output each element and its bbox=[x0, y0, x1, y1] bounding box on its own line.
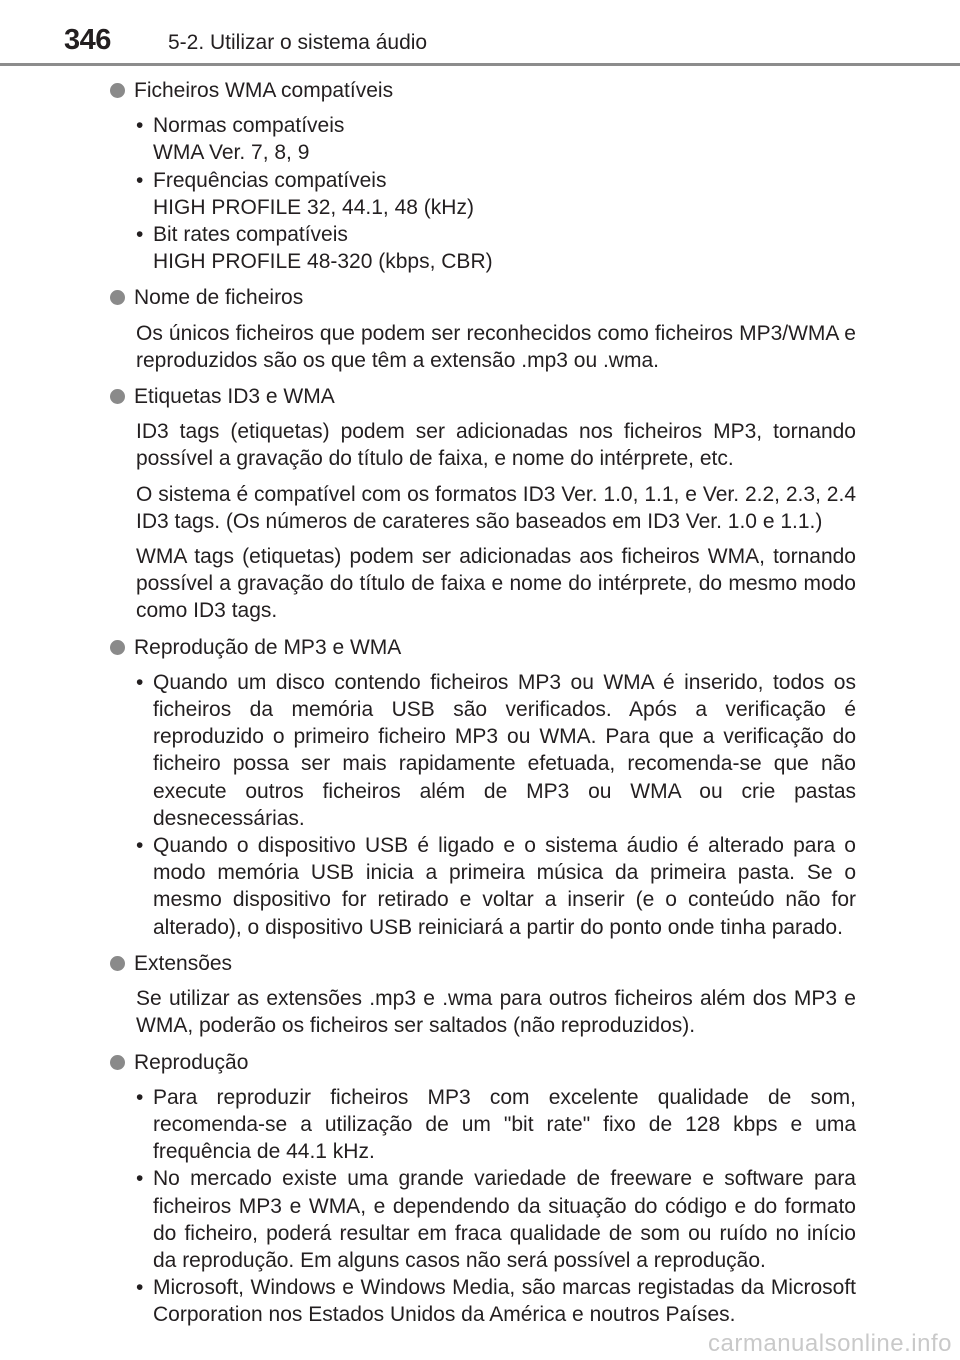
bullet-icon: • bbox=[136, 1276, 144, 1300]
page-content bbox=[110, 77, 856, 1337]
section-heading-wma bbox=[110, 77, 856, 104]
section-heading-reproduction bbox=[110, 1049, 856, 1076]
bullet-dot-icon bbox=[110, 1055, 125, 1070]
paragraph: O sistema é compatível com os formatos ID3 Ver. 1.0, 1.1, e Ver. 2.2, 2.3, 2.4 ID3 tags. (Os números de carateres são baseados em ID3 Ver. 1.0 e 1.1.) bbox=[136, 482, 856, 533]
list-item bbox=[136, 112, 856, 166]
heading-text: Extensões bbox=[134, 951, 233, 975]
heading-text: Ficheiros WMA compatíveis bbox=[134, 79, 394, 102]
heading-text: Nome de ficheiros bbox=[134, 286, 304, 310]
section-heading-playback bbox=[110, 634, 856, 661]
bullet-icon: • bbox=[136, 670, 144, 694]
spec-value: HIGH PROFILE 48-320 (kbps, CBR) bbox=[153, 250, 493, 274]
spec-title: Frequências compatíveis bbox=[153, 168, 387, 192]
section-title: 5-2. Utilizar o sistema áudio bbox=[168, 31, 428, 54]
list-item-text: No mercado existe uma grande variedade de freeware e software para ficheiros MP3 e WMA, e dependendo da situação do código e do formato do ficheiro, poderá resultar em fraca qualidade de som ou ruído no início da reprodução. Em alguns casos não será possível a reprodução. bbox=[153, 1167, 856, 1272]
paragraph: ID3 tags (etiquetas) podem ser adicionadas nos ficheiros MP3, tornando possível a gravação do título de faixa, e nome do intérprete, etc. bbox=[136, 420, 856, 471]
page-header bbox=[0, 0, 960, 70]
bullet-icon: • bbox=[136, 1085, 144, 1109]
playback-list bbox=[136, 669, 856, 941]
bullet-icon: • bbox=[136, 834, 144, 858]
spec-title: Normas compatíveis bbox=[153, 114, 345, 138]
list-item-text: Para reproduzir ficheiros MP3 com excelente qualidade de som, recomenda-se a utilização de um "bit rate" fixo de 128 kbps e uma frequência de 44.1 kHz. bbox=[153, 1085, 856, 1164]
paragraph: Os únicos ficheiros que podem ser reconhecidos como ficheiros MP3/WMA e reproduzidos são os que têm a extensão .mp3 ou .wma. bbox=[136, 321, 856, 372]
spec-title: Bit rates compatíveis bbox=[153, 223, 348, 247]
bullet-icon: • bbox=[136, 114, 144, 138]
bullet-icon: • bbox=[136, 1167, 144, 1191]
list-item bbox=[136, 221, 856, 275]
bullet-dot-icon bbox=[110, 83, 125, 98]
list-item bbox=[136, 1274, 856, 1328]
reproduction-list bbox=[136, 1084, 856, 1329]
header-divider bbox=[0, 63, 960, 66]
watermark: carmanualsonline.info bbox=[708, 1330, 952, 1357]
list-item bbox=[136, 1165, 856, 1274]
spec-value: WMA Ver. 7, 8, 9 bbox=[153, 141, 310, 165]
heading-text: Etiquetas ID3 e WMA bbox=[134, 385, 335, 409]
paragraph: WMA tags (etiquetas) podem ser adicionadas aos ficheiros WMA, tornando possível a gravação do título de faixa e nome do intérprete, do mesmo modo como ID3 tags. bbox=[136, 545, 856, 623]
list-item bbox=[136, 167, 856, 221]
heading-text: Reprodução de MP3 e WMA bbox=[134, 635, 402, 659]
wma-spec-list bbox=[136, 112, 856, 275]
list-item-text: Microsoft, Windows e Windows Media, são marcas registadas da Microsoft Corporation nos Estados Unidos da América e noutros Países. bbox=[153, 1276, 856, 1327]
list-item-text: Quando o dispositivo USB é ligado e o sistema áudio é alterado para o modo memória USB inicia a primeira música da primeira pasta. Se o mesmo dispositivo for retirado e voltar a inserir (e o conteúdo não for alterado), o dispositivo USB reiniciará a partir do ponto onde tinha parado. bbox=[153, 834, 856, 939]
bullet-icon: • bbox=[136, 223, 144, 247]
list-item bbox=[136, 832, 856, 941]
list-item-text: Quando um disco contendo ficheiros MP3 ou WMA é inserido, todos os ficheiros da memória USB são verificados. Após a verificação é reproduzido o primeiro ficheiro MP3 ou WMA. Para que a verificação do ficheiro possa ser mais rapidamente efetuada, recomenda-se que não execute outros ficheiros além de MP3 ou WMA ou crie pastas desnecessárias. bbox=[153, 670, 856, 830]
bullet-dot-icon bbox=[110, 640, 125, 655]
bullet-icon: • bbox=[136, 168, 144, 192]
section-heading-filenames bbox=[110, 284, 856, 311]
list-item bbox=[136, 1084, 856, 1166]
paragraph: Se utilizar as extensões .mp3 e .wma para outros ficheiros além dos MP3 e WMA, poderão os ficheiros ser saltados (não reproduzidos). bbox=[136, 987, 856, 1038]
bullet-dot-icon bbox=[110, 389, 125, 404]
spec-value: HIGH PROFILE 32, 44.1, 48 (kHz) bbox=[153, 195, 474, 219]
list-item bbox=[136, 669, 856, 832]
heading-text: Reprodução bbox=[134, 1050, 249, 1074]
section-heading-tags bbox=[110, 383, 856, 410]
page-number: 346 bbox=[64, 24, 111, 56]
bullet-dot-icon bbox=[110, 290, 125, 305]
section-heading-extensions bbox=[110, 950, 856, 977]
bullet-dot-icon bbox=[110, 956, 125, 971]
